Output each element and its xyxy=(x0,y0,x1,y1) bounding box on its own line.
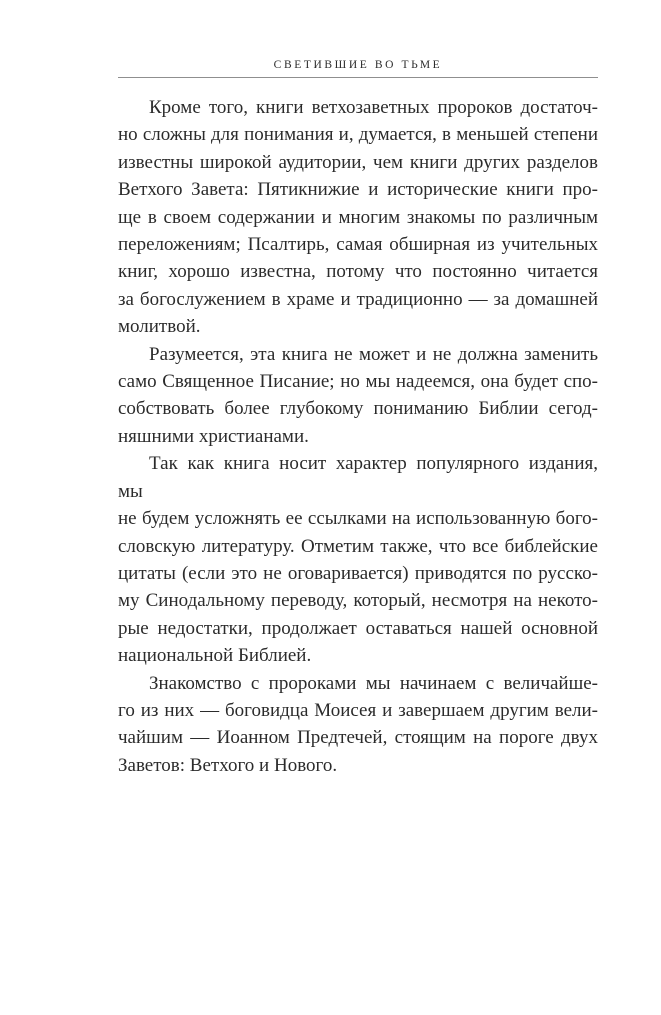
text-line: но сложны для понимания и, думается, в меньшей степени xyxy=(118,124,598,146)
text-line: Заветов: Ветхого и Нового. xyxy=(118,754,338,776)
text-line: словскую литературу. Отметим также, что все библейские xyxy=(118,535,598,557)
paragraph xyxy=(118,341,598,451)
running-head-title: СВЕТИВШИЕ ВО ТЬМЕ xyxy=(273,59,443,71)
body-text xyxy=(118,94,598,779)
text-line: Разумеется, эта книга не может и не должна заменить xyxy=(149,343,598,365)
text-line: няшними христианами. xyxy=(118,425,309,447)
paragraph xyxy=(118,670,598,780)
text-line: му Синодальному переводу, который, несмотря на некото- xyxy=(118,590,598,612)
text-line: переложениям; Псалтирь, самая обширная из учительных xyxy=(118,234,598,256)
paragraph xyxy=(118,94,598,341)
text-line: Ветхого Завета: Пятикнижие и исторические книги про- xyxy=(118,179,598,201)
text-line: Так как книга носит характер популярного издания, мы xyxy=(118,453,598,502)
text-line: за богослужением в храме и традиционно — за домашней xyxy=(118,288,598,310)
text-line: чайшим — Иоанном Предтечей, стоящим на пороге двух xyxy=(118,727,598,749)
text-line: собствовать более глубокому пониманию Библии сегод- xyxy=(118,398,598,420)
text-line: не будем усложнять ее ссылками на использованную бого- xyxy=(118,508,598,530)
text-line: само Священное Писание; но мы надеемся, она будет спо- xyxy=(118,371,598,393)
text-line: го из них — боговидца Моисея и завершаем другим вели- xyxy=(118,699,598,721)
text-line: известны широкой аудитории, чем книги других разделов xyxy=(118,151,598,173)
text-line: книг, хорошо известна, потому что постоянно читается xyxy=(118,261,598,283)
text-line: цитаты (если это не оговаривается) приводятся по русско- xyxy=(118,562,598,584)
text-line: Знакомство с пророками мы начинаем с величайше- xyxy=(149,672,598,694)
text-line: молитвой. xyxy=(118,316,201,338)
text-line: Кроме того, книги ветхозаветных пророков достаточ- xyxy=(149,97,598,118)
text-line: ще в своем содержании и многим знакомы по различным xyxy=(118,206,598,228)
header-rule-divider xyxy=(118,77,598,78)
text-line: национальной Библией. xyxy=(118,645,312,667)
text-line: рые недостатки, продолжает оставаться нашей основной xyxy=(118,617,598,639)
paragraph xyxy=(118,450,598,669)
